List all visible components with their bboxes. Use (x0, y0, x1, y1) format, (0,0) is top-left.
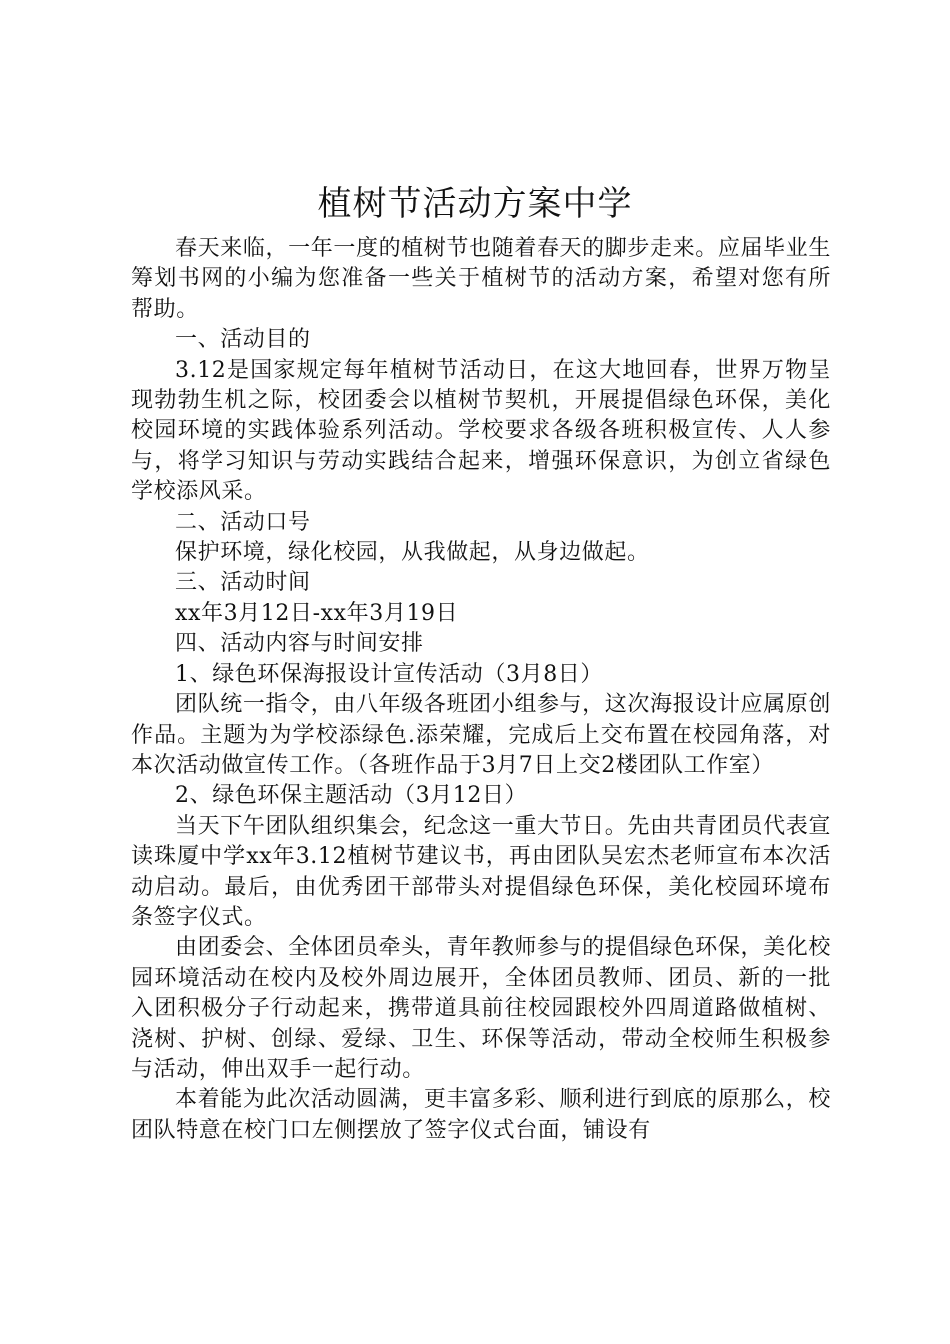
subheading-poster: 1、绿色环保海报设计宣传活动（3月8日） (175, 661, 603, 687)
paragraph-theme-3: 本着能为此次活动圆满，更丰富多彩、顺利进行到底的原那么，校团队特意在校门口左侧摆放了签字仪式台面，铺设有 (131, 1087, 831, 1143)
paragraph-time: xx年3月12日-xx年3月19日 (175, 600, 459, 626)
heading-slogan: 二、活动口号 (175, 509, 311, 535)
document-title: 植树节活动方案中学 (317, 184, 633, 224)
paragraph-poster: 团队统一指令，由八年级各班团小组参与，这次海报设计应属原创作品。主题为为学校添绿色.添荣耀，完成后上交布置在校园角落，对本次活动做宣传工作。（各班作品于3月7日上交2楼团队工作室） (131, 692, 831, 778)
heading-content: 四、活动内容与时间安排 (175, 631, 424, 657)
paragraph-theme-1: 当天下午团队组织集会，纪念这一重大节日。先由共青团员代表宣读珠厦中学xx年3.12植树节建议书，再由团队吴宏杰老师宣布本次活动启动。最后，由优秀团干部带头对提倡绿色环保，美化校园环境布条签字仪式。 (131, 813, 831, 930)
subheading-theme: 2、绿色环保主题活动（3月12日） (175, 783, 528, 809)
document-body (131, 234, 831, 1146)
paragraph-purpose: 3.12是国家规定每年植树节活动日，在这大地回春，世界万物呈现勃勃生机之际，校团委会以植树节契机，开展提倡绿色环保，美化校园环境的实践体验系列活动。学校要求各级各班积极宣传、人人参与，将学习知识与劳动实践结合起来，增强环保意识，为创立省绿色学校添风采。 (131, 357, 831, 505)
paragraph-intro: 春天来临，一年一度的植树节也随着春天的脚步走来。应届毕业生筹划书网的小编为您准备一些关于植树节的活动方案，希望对您有所帮助。 (131, 236, 831, 322)
heading-purpose: 一、活动目的 (175, 327, 311, 353)
paragraph-theme-2: 由团委会、全体团员牵头，青年教师参与的提倡绿色环保，美化校园环境活动在校内及校外周边展开，全体团员教师、团员、新的一批入团积极分子行动起来，携带道具前往校园跟校外四周道路做植树、浇树、护树、创绿、爱绿、卫生、环保等活动，带动全校师生积极参与活动，伸出双手一起行动。 (131, 935, 831, 1082)
heading-time: 三、活动时间 (175, 570, 311, 596)
paragraph-slogan: 保护环境，绿化校园，从我做起，从身边做起。 (175, 540, 650, 566)
